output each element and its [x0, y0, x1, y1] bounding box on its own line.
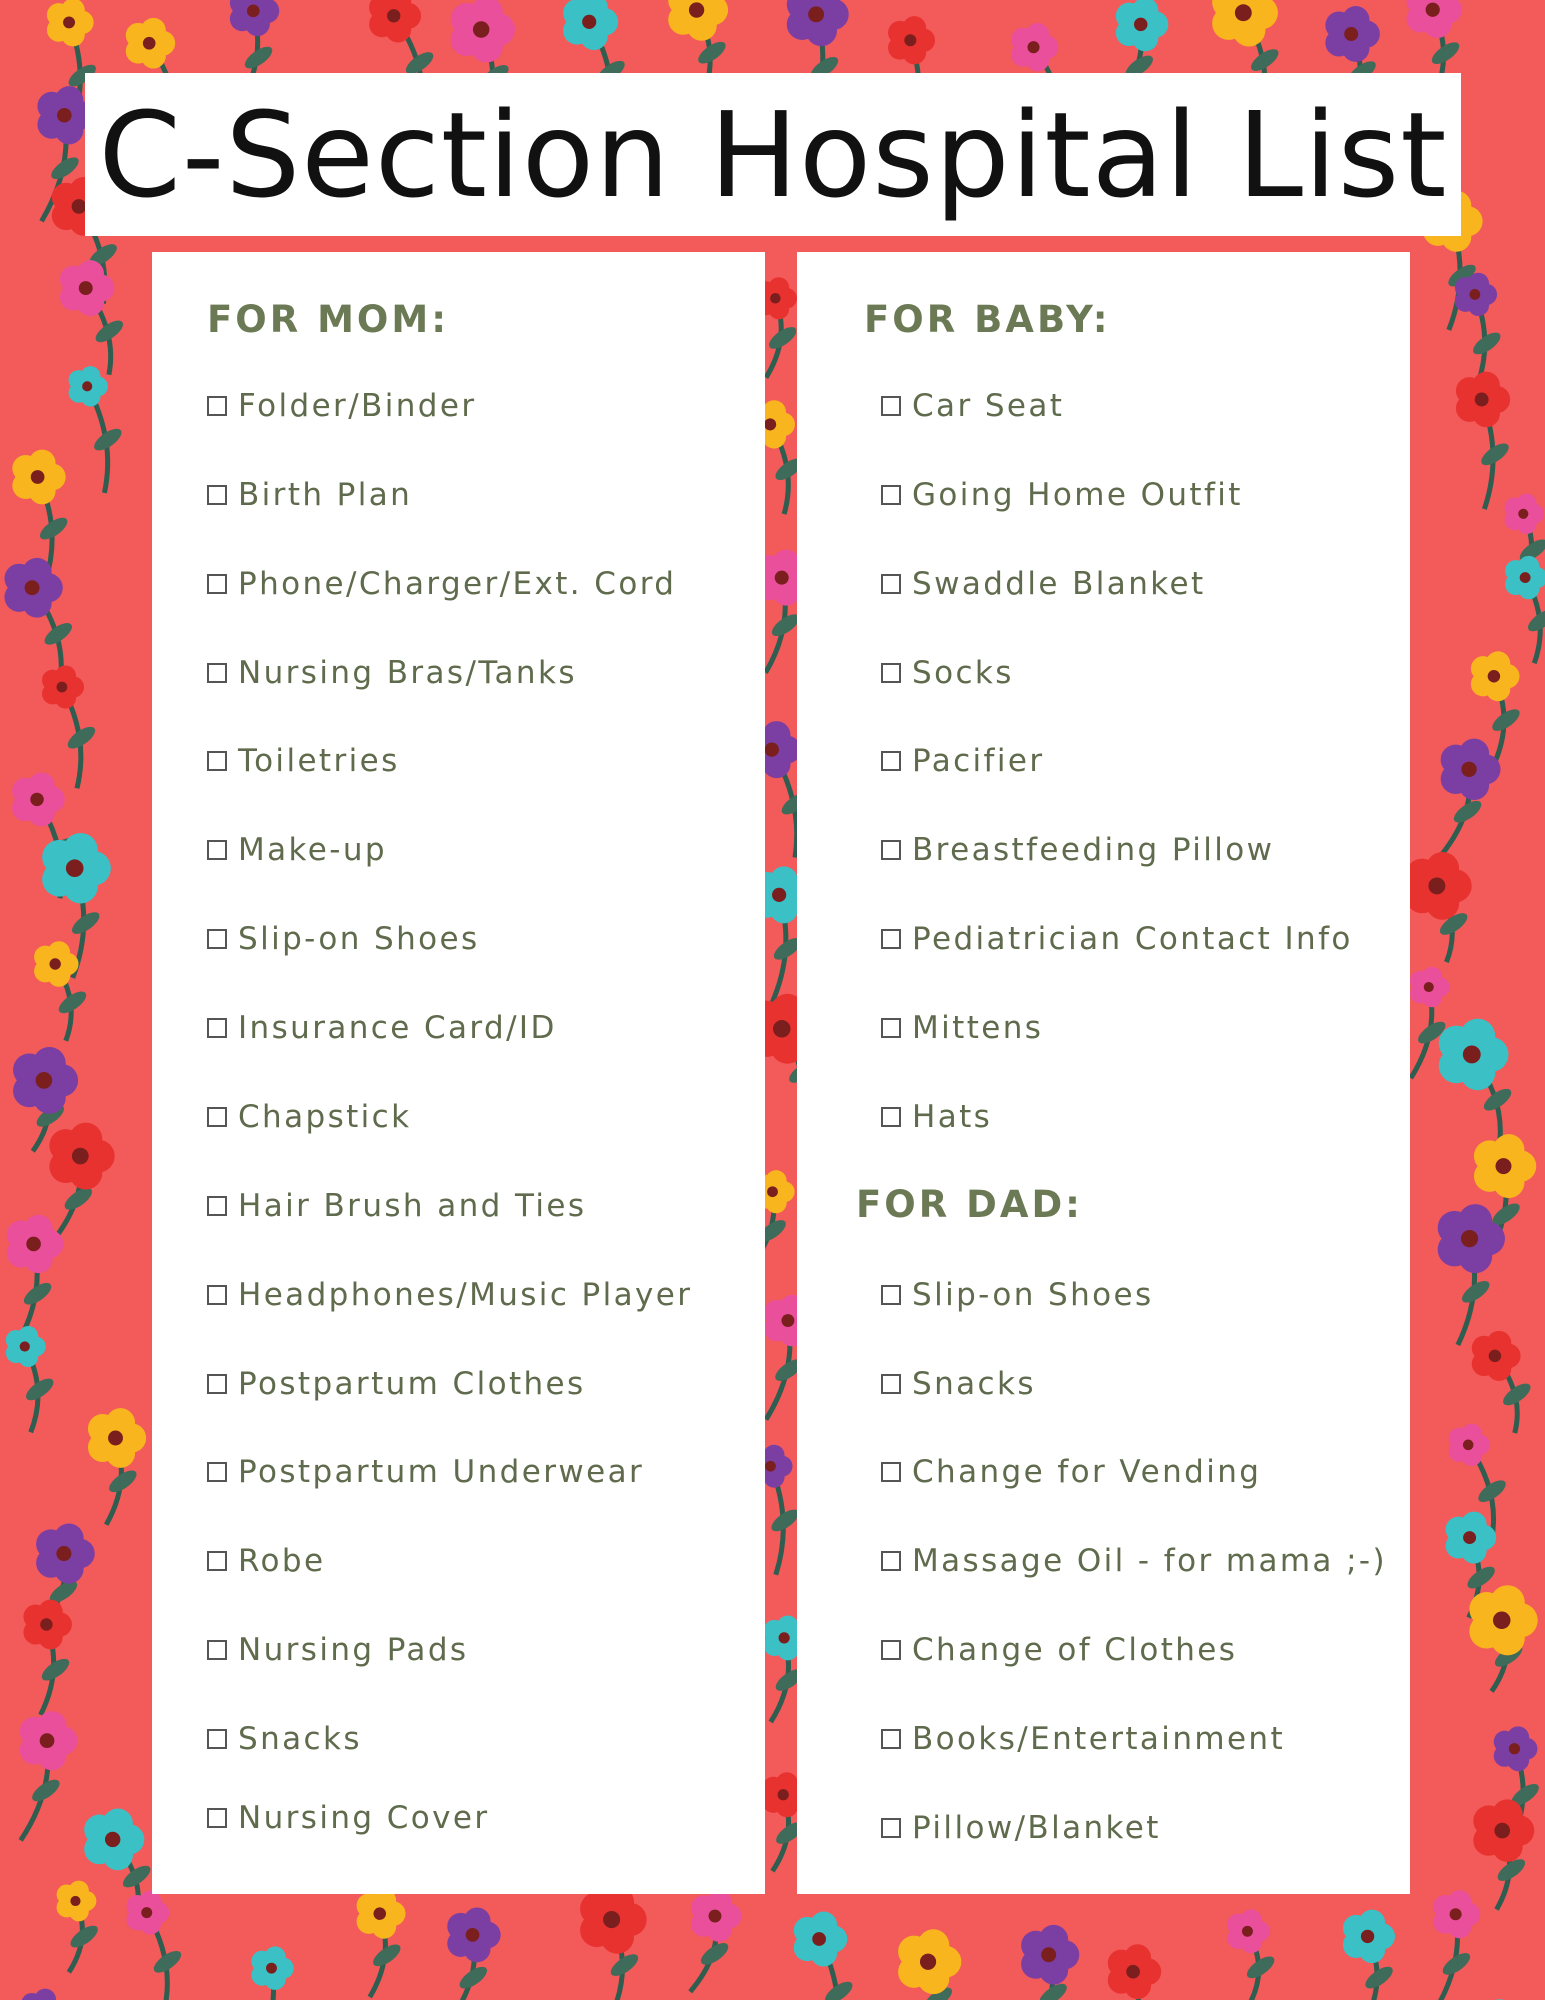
dad-item[interactable]: Slip-on Shoes [881, 1275, 1154, 1315]
flower-icon [1227, 1909, 1270, 1953]
dad-heading: FOR DAD: [856, 1183, 1083, 1226]
flower-icon [34, 941, 78, 987]
page-title: C-Section Hospital List [98, 85, 1448, 224]
checkbox[interactable] [207, 1018, 227, 1038]
mom-item[interactable]: Headphones/Music Player [207, 1275, 692, 1315]
flower-icon [1108, 1944, 1161, 1999]
flower-icon [787, 0, 849, 46]
flower-icon [1406, 852, 1472, 920]
flower-icon [888, 16, 935, 64]
flower-icon [1438, 1204, 1505, 1273]
flower-icon [794, 1912, 848, 1967]
flower-icon [47, 0, 94, 46]
flower-icon [1449, 1424, 1490, 1466]
dad-item[interactable]: Snacks [881, 1364, 1036, 1404]
flower-icon [1494, 1726, 1538, 1771]
checkbox[interactable] [207, 1462, 227, 1482]
baby-item[interactable]: Socks [881, 653, 1014, 693]
checkbox[interactable] [881, 751, 901, 771]
flower-icon [668, 0, 728, 41]
flower-icon [369, 0, 421, 42]
baby-item[interactable]: Swaddle Blanket [881, 564, 1206, 604]
mom-item[interactable]: Slip-on Shoes [207, 919, 480, 959]
flower-icon [447, 1908, 500, 1963]
checkbox[interactable] [881, 663, 901, 683]
mom-checklist-panel [152, 252, 765, 1894]
mom-item[interactable]: Hair Brush and Ties [207, 1186, 586, 1226]
flower-icon [36, 1523, 95, 1583]
flower-icon [1011, 23, 1058, 71]
mom-item[interactable]: Snacks [207, 1719, 362, 1759]
flower-icon [12, 450, 65, 505]
mom-item[interactable]: Postpartum Underwear [207, 1452, 644, 1492]
mom-item[interactable]: Make-up [207, 830, 387, 870]
checkbox[interactable] [881, 396, 901, 416]
flower-icon [1433, 1890, 1480, 1938]
flower-icon [1212, 0, 1278, 46]
mom-item[interactable]: Postpartum Clothes [207, 1364, 586, 1404]
checkbox[interactable] [207, 485, 227, 505]
flower-icon [563, 0, 618, 50]
baby-item[interactable]: Pediatrician Contact Info [881, 919, 1353, 959]
baby-item[interactable]: Car Seat [881, 386, 1064, 426]
flower-icon [69, 366, 108, 406]
flower-icon [1474, 1134, 1536, 1198]
mom-item[interactable]: Insurance Card/ID [207, 1008, 557, 1048]
checkbox[interactable] [881, 1107, 901, 1127]
flower-icon [1456, 372, 1510, 428]
flower-icon [1406, 0, 1461, 38]
dad-item[interactable]: Change for Vending [881, 1452, 1261, 1492]
flower-icon [1441, 739, 1501, 800]
checkbox[interactable] [207, 840, 227, 860]
checkbox[interactable] [881, 1551, 901, 1571]
checkbox[interactable] [207, 751, 227, 771]
dad-item[interactable]: Pillow/Blanket [881, 1808, 1161, 1848]
checkbox[interactable] [207, 1551, 227, 1571]
baby-item[interactable]: Breastfeeding Pillow [881, 830, 1274, 870]
checkbox[interactable] [207, 1285, 227, 1305]
checkbox[interactable] [881, 1285, 901, 1305]
baby-item[interactable]: Going Home Outfit [881, 475, 1243, 515]
checkbox[interactable] [881, 1640, 901, 1660]
flower-icon [1325, 6, 1380, 62]
checkbox[interactable] [207, 1196, 227, 1216]
flower-icon [4, 558, 62, 618]
mom-item[interactable]: Folder/Binder [207, 386, 476, 426]
flower-icon [84, 1809, 144, 1871]
mom-item[interactable]: Chapstick [207, 1097, 411, 1137]
checkbox[interactable] [207, 1640, 227, 1660]
flower-icon [42, 833, 111, 903]
baby-item[interactable]: Pacifier [881, 741, 1045, 781]
dad-item[interactable]: Books/Entertainment [881, 1719, 1285, 1759]
dad-item[interactable]: Massage Oil - for mama ;-) [881, 1541, 1387, 1581]
checkbox[interactable] [207, 1729, 227, 1749]
flower-icon [251, 1946, 293, 1990]
flower-icon [1343, 1910, 1395, 1964]
flower-icon [1410, 967, 1449, 1007]
checkbox[interactable] [881, 1018, 901, 1038]
checkbox[interactable] [881, 1729, 901, 1749]
flower-icon [1505, 556, 1545, 599]
flower-icon [13, 1047, 78, 1114]
flower-icon [49, 1123, 114, 1190]
checkbox[interactable] [207, 1808, 227, 1828]
flower-icon [1021, 1925, 1079, 1985]
checkbox[interactable] [881, 485, 901, 505]
flower-icon [1446, 1512, 1497, 1564]
mom-item[interactable]: Nursing Pads [207, 1630, 468, 1670]
flower-icon [1469, 1585, 1537, 1655]
flower-icon [451, 0, 515, 63]
flower-icon [1471, 651, 1520, 701]
title-banner [85, 73, 1461, 236]
mom-item[interactable]: Nursing Bras/Tanks [207, 653, 577, 693]
mom-item[interactable]: Robe [207, 1541, 325, 1581]
flower-icon [1472, 1331, 1521, 1381]
flower-icon [88, 1408, 146, 1468]
flower-icon [357, 1889, 406, 1939]
flower-icon [1116, 0, 1169, 51]
flower-icon [126, 18, 175, 69]
checkbox[interactable] [207, 396, 227, 416]
mom-item[interactable]: Phone/Charger/Ext. Cord [207, 564, 676, 604]
baby-item[interactable]: Hats [881, 1097, 992, 1137]
checkbox[interactable] [207, 1374, 227, 1394]
flower-icon [20, 1711, 78, 1770]
flower-icon [1473, 1799, 1534, 1862]
checkbox[interactable] [207, 929, 227, 949]
flower-icon [21, 1989, 64, 2000]
flower-icon [12, 772, 65, 826]
checkbox[interactable] [881, 929, 901, 949]
flower-icon [1455, 273, 1497, 316]
flower-icon [23, 1600, 71, 1650]
flower-icon [691, 1890, 741, 1942]
checkbox[interactable] [881, 1818, 901, 1838]
flower-icon [1439, 1019, 1509, 1091]
flower-icon [580, 1885, 647, 1953]
baby-heading: FOR BABY: [864, 298, 1111, 341]
flower-icon [1505, 494, 1544, 534]
checkbox[interactable] [207, 574, 227, 594]
checkbox[interactable] [881, 574, 901, 594]
flower-icon [7, 1215, 64, 1273]
mom-item[interactable]: Nursing Cover [207, 1798, 490, 1838]
flower-icon [6, 1326, 46, 1367]
checkbox[interactable] [881, 840, 901, 860]
checkbox[interactable] [881, 1462, 901, 1482]
flower-icon [126, 1891, 169, 1935]
mom-item[interactable]: Birth Plan [207, 475, 412, 515]
baby-dad-checklist-panel [797, 252, 1410, 1894]
flower-icon [898, 1929, 961, 1994]
flower-icon [230, 0, 279, 36]
mom-heading: FOR MOM: [207, 298, 449, 341]
baby-item[interactable]: Mittens [881, 1008, 1043, 1048]
checkbox[interactable] [207, 1107, 227, 1127]
dad-item[interactable]: Change of Clothes [881, 1630, 1237, 1670]
flower-icon [57, 1881, 97, 1922]
mom-item[interactable]: Toiletries [207, 741, 400, 781]
flower-icon [42, 665, 84, 708]
checkbox[interactable] [881, 1374, 901, 1394]
checkbox[interactable] [207, 663, 227, 683]
